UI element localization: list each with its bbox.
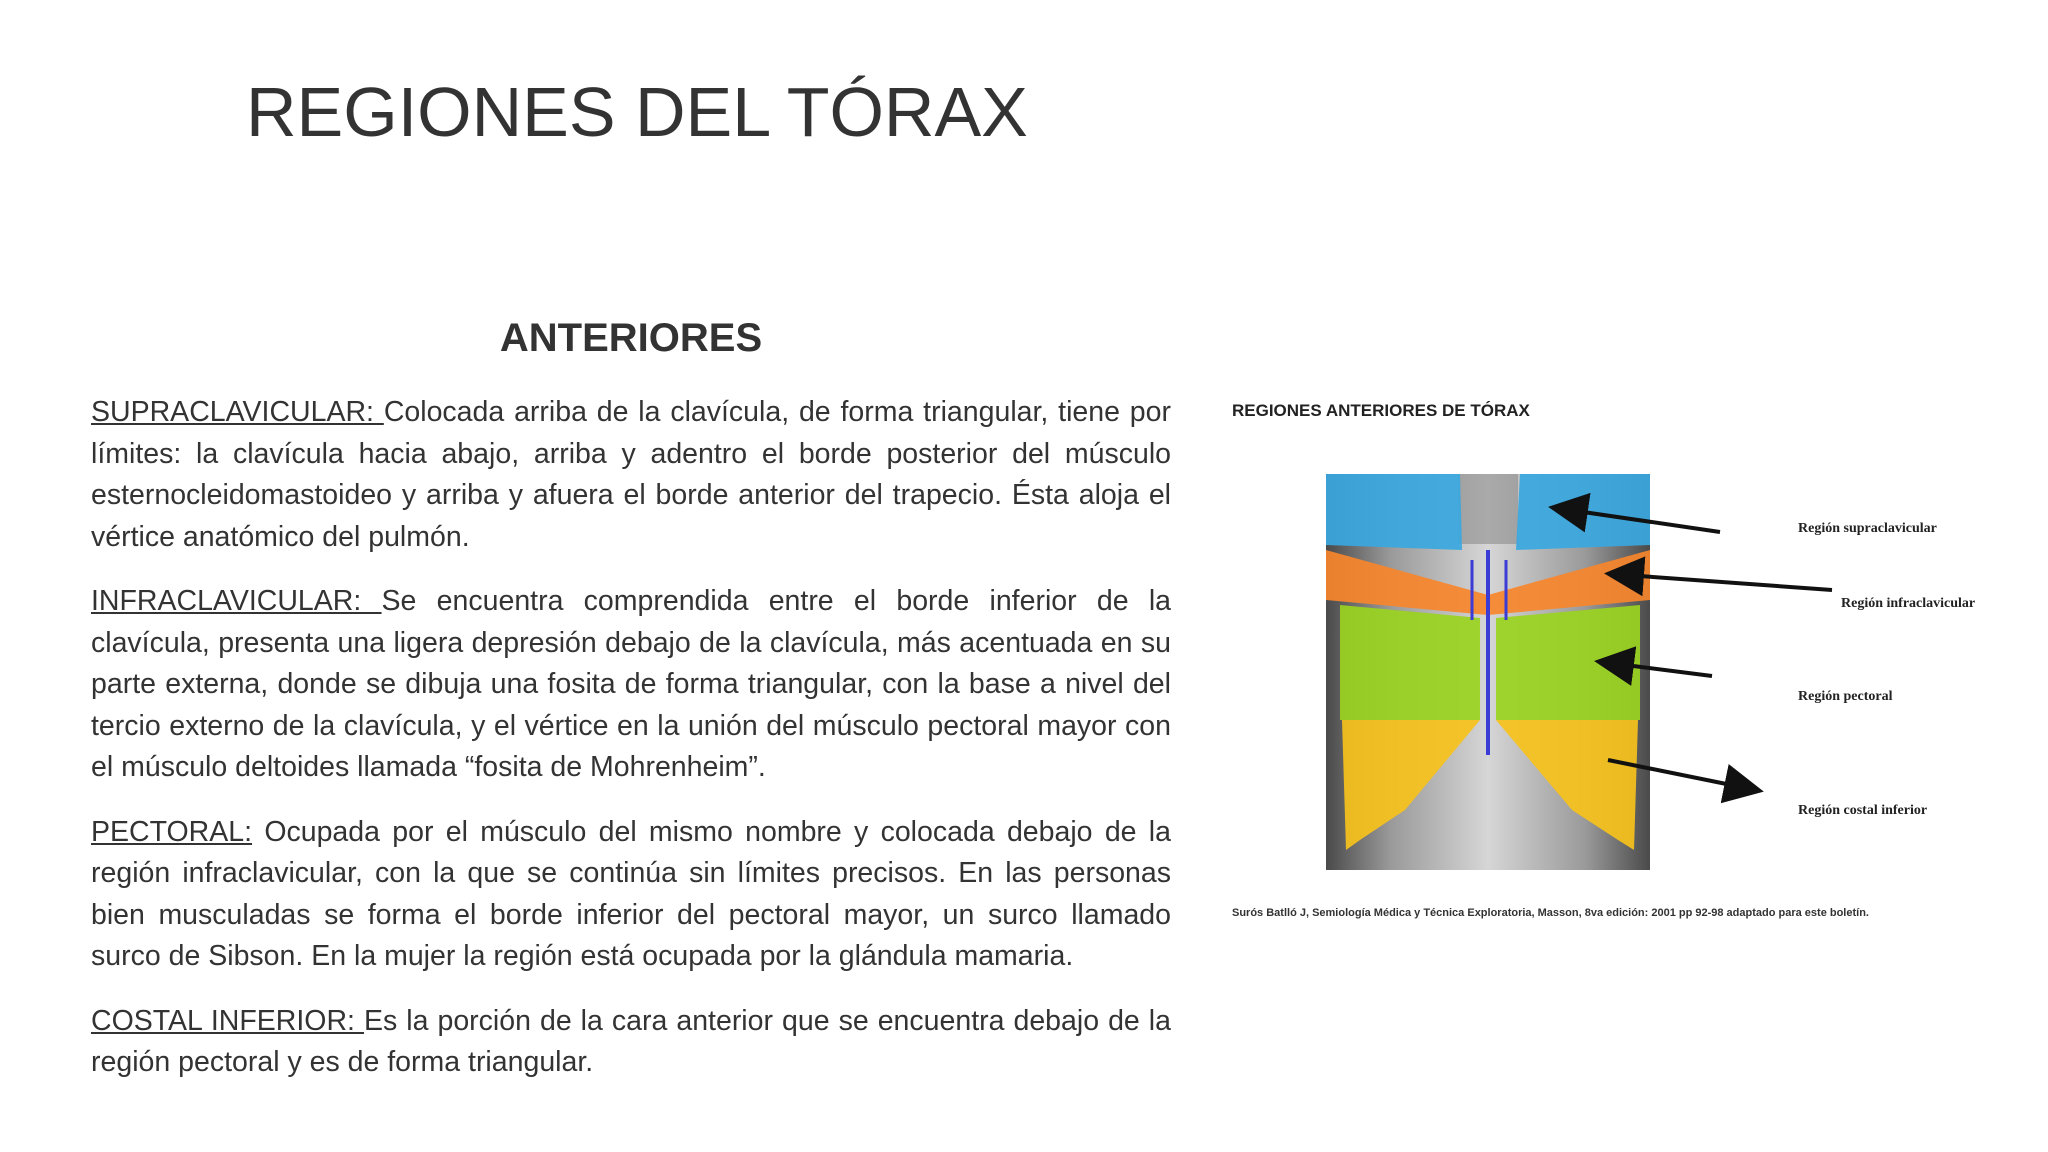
- label-costal-inferior: Región costal inferior: [1798, 803, 1928, 818]
- paragraph-costal-inferior: [91, 1001, 1171, 1084]
- label-pectoral: Región pectoral: [1798, 689, 1893, 704]
- label-supraclavicular: Región supraclavicular: [1798, 521, 1937, 536]
- section-heading: ANTERIORES: [499, 316, 763, 360]
- figure-title: REGIONES ANTERIORES DE TÓRAX: [1232, 401, 1530, 420]
- figure-source: Surós Batlló J, Semiología Médica y Técnica Exploratoria, Masson, 8va edición: 2001 pp 92-98 adaptado para este boletín.: [1232, 907, 1869, 919]
- description-supraclavicular: Colocada arriba de la clavícula, de forma triangular, tiene por límites: la clavícula hacia abajo, arriba y adentro el borde posterior del músculo esternocleidomastoideo y arriba y afuera el borde anterior del trapecio. Ésta aloja el vértice anatómico del pulmón.: [91, 396, 1171, 553]
- text-column: [91, 392, 1171, 1107]
- page-title: REGIONES DEL TÓRAX: [246, 73, 1028, 151]
- term-pectoral: PECTORAL:: [91, 815, 253, 848]
- paragraph-supraclavicular: [91, 392, 1171, 558]
- paragraph-infraclavicular: [91, 581, 1171, 789]
- term-infraclavicular: INFRACLAVICULAR:: [91, 585, 382, 617]
- paragraph-pectoral: [91, 812, 1171, 978]
- description-pectoral: Ocupada por el músculo del mismo nombre y colocada debajo de la región infraclavicular, con la que se continúa sin límites precisos. En las personas bien musculadas se forma el borde inferior del pectoral mayor, un surco llamado surco de Sibson. En la mujer la región está ocupada por la glándula mamaria.: [91, 815, 1171, 972]
- thorax-regions-figure: [1230, 390, 2020, 930]
- neck-shadow: [1458, 474, 1518, 544]
- label-infraclavicular: Región infraclavicular: [1841, 596, 1976, 611]
- description-infraclavicular: Se encuentra comprendida entre el borde inferior de la clavícula, presenta una ligera depresión debajo de la clavícula, más acentuada en su parte externa, donde se dibuja una fosita de forma triangular, con la base a nivel del tercio externo de la clavícula, y el vértice en la unión del músculo pectoral mayor con el músculo deltoides llamada “fosita de Mohrenheim”.: [91, 585, 1172, 783]
- description-costal-inferior: Es la porción de la cara anterior que se encuentra debajo de la región pectoral y es de forma triangular.: [91, 1004, 1171, 1078]
- term-costal-inferior: COSTAL INFERIOR:: [91, 1004, 364, 1037]
- term-supraclavicular: SUPRACLAVICULAR:: [91, 396, 384, 428]
